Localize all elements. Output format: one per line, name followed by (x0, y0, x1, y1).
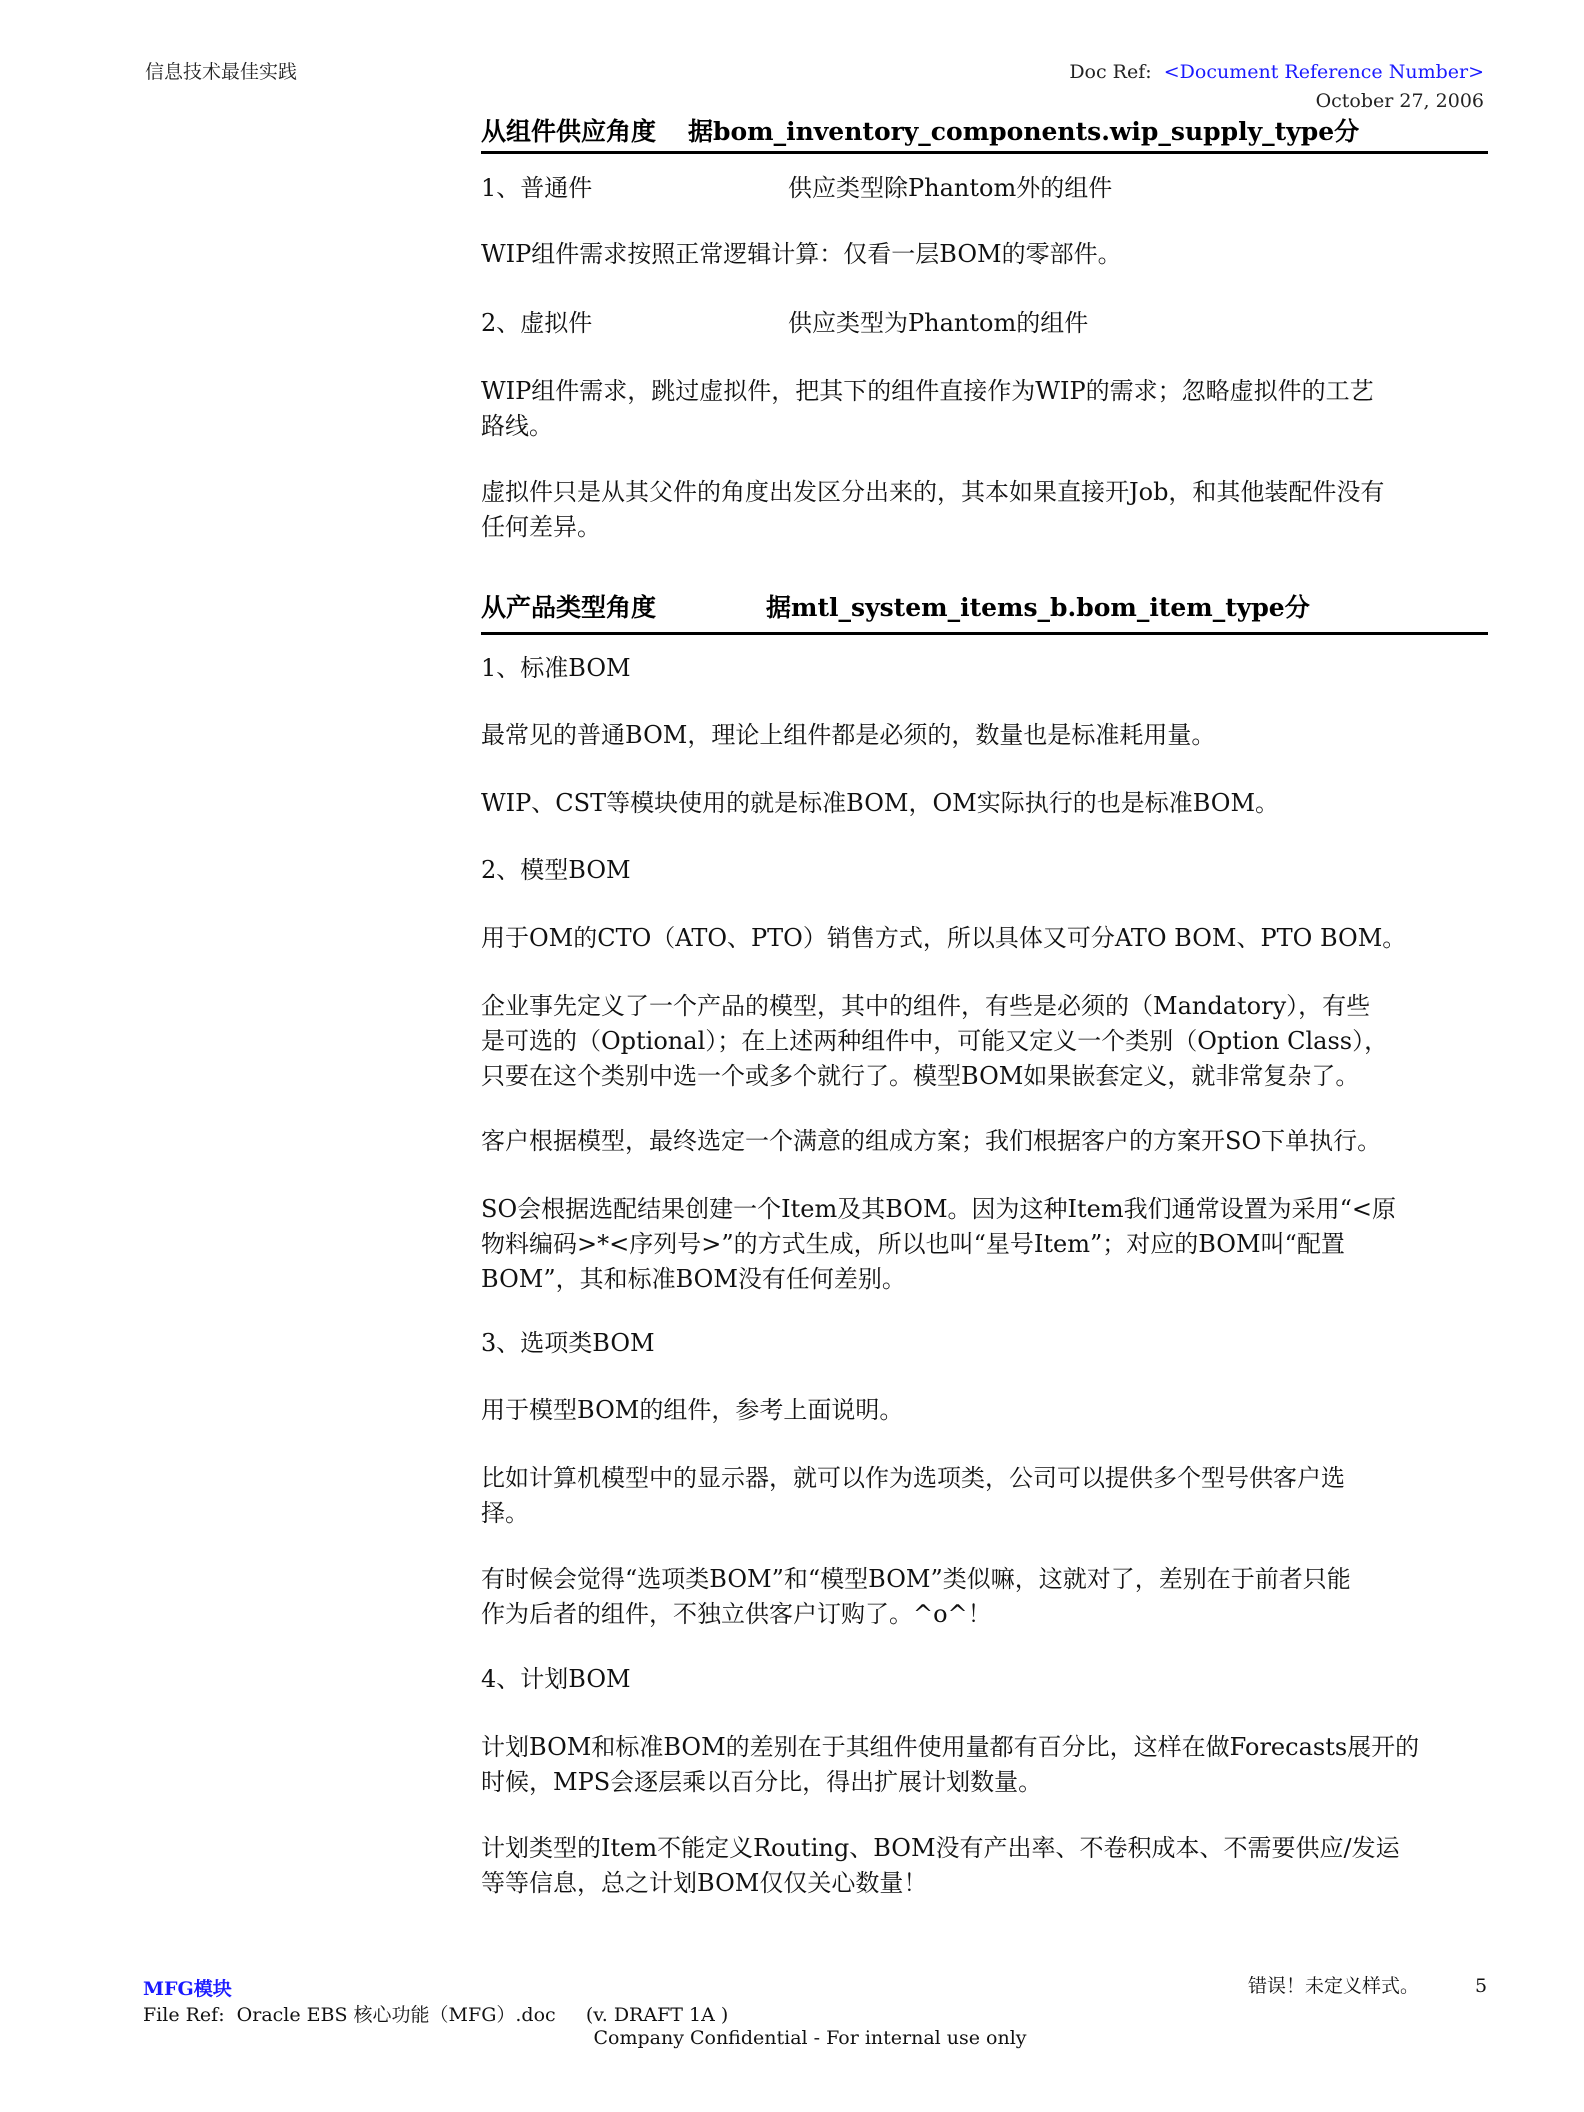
footer-error-text: 错误！未定义样式。 (1248, 1975, 1420, 1997)
doc-ref-link[interactable]: <Document Reference Number> (1163, 61, 1484, 83)
footer-module: MFG模块 (143, 1978, 232, 2000)
page-number: 5 (1475, 1975, 1488, 1997)
paragraph: WIP、CST等模块使用的就是标准BOM，OM实际执行的也是标准BOM。 (481, 789, 1280, 817)
list-item-phantom: 2、虚拟件 供应类型为Phantom的组件 (481, 309, 1089, 337)
heading-right: 据mtl_system_items_b.bom_item_type分 (766, 593, 1310, 622)
footer-confidential: Company Confidential - For internal use only (593, 2027, 1027, 2049)
header-title: 信息技术最佳实践 (145, 61, 298, 83)
footer-file-ref: File Ref: Oracle EBS 核心功能（MFG）.doc (v. DRAFT 1A ) (143, 2004, 729, 2026)
paragraph: 客户根据模型，最终选定一个满意的组成方案；我们根据客户的方案开SO下单执行。 (481, 1127, 1382, 1155)
paragraph: 计划BOM和标准BOM的差别在于其组件使用量都有百分比，这样在做Forecasts展开的 时候，MPS会逐层乘以百分比，得出扩展计划数量。 (481, 1733, 1420, 1796)
heading-rule (481, 151, 1488, 154)
doc-ref-label: Doc Ref: (1069, 61, 1152, 83)
paragraph: WIP组件需求按照正常逻辑计算：仅看一层BOM的零部件。 (481, 240, 1122, 268)
section-heading-supply (481, 116, 1360, 148)
list-item-standard-bom: 1、标准BOM (481, 654, 631, 682)
doc-ref (1069, 60, 1484, 84)
list-item-planning-bom: 4、计划BOM (481, 1665, 631, 1693)
paragraph: 有时候会觉得“选项类BOM”和“模型BOM”类似嘛，这就对了，差别在于前者只能 作为后者的组件，不独立供客户订购了。^o^！ (481, 1565, 1351, 1628)
paragraph: WIP组件需求，跳过虚拟件，把其下的组件直接作为WIP的需求；忽略虚拟件的工艺 路线。 (481, 377, 1374, 440)
paragraph: 企业事先定义了一个产品的模型，其中的组件，有些是必须的（Mandatory），有些 是可选的（Optional）；在上述两种组件中，可能又定义一个类别（Option Class）， 只要在这个类别中选一个或多个就行了。模型BOM如果嵌套定义，就非常复杂了。 (481, 992, 1389, 1090)
paragraph: 用于OM的CTO（ATO、PTO）销售方式，所以具体又可分ATO BOM、PTO BOM。 (481, 924, 1407, 952)
list-item-model-bom: 2、模型BOM (481, 856, 631, 884)
heading-right: 据bom_inventory_components.wip_supply_type分 (688, 117, 1360, 146)
paragraph: 最常见的普通BOM，理论上组件都是必须的，数量也是标准耗用量。 (481, 721, 1216, 749)
paragraph: SO会根据选配结果创建一个Item及其BOM。因为这种Item我们通常设置为采用“<原 物料编码>*<序列号>”的方式生成，所以也叫“星号Item”；对应的BOM叫“配置 BOM”，其和标准BOM没有任何差别。 (481, 1195, 1396, 1293)
paragraph: 虚拟件只是从其父件的角度出发区分出来的，其本如果直接开Job，和其他装配件没有 任何差异。 (481, 478, 1385, 541)
section-heading-product-type (481, 592, 1310, 624)
heading-left: 从产品类型角度 (481, 593, 657, 622)
paragraph: 计划类型的Item不能定义Routing、BOM没有产出率、不卷积成本、不需要供应/发运 等等信息，总之计划BOM仅仅关心数量！ (481, 1834, 1400, 1897)
list-item-option-class-bom: 3、选项类BOM (481, 1329, 655, 1357)
paragraph: 用于模型BOM的组件，参考上面说明。 (481, 1396, 904, 1424)
header-date: October 27, 2006 (1315, 90, 1484, 112)
list-item-regular: 1、普通件 供应类型除Phantom外的组件 (481, 174, 1113, 202)
paragraph: 比如计算机模型中的显示器，就可以作为选项类，公司可以提供多个型号供客户选 择。 (481, 1464, 1345, 1527)
heading-left: 从组件供应角度 (481, 117, 657, 146)
heading-rule (481, 632, 1488, 635)
